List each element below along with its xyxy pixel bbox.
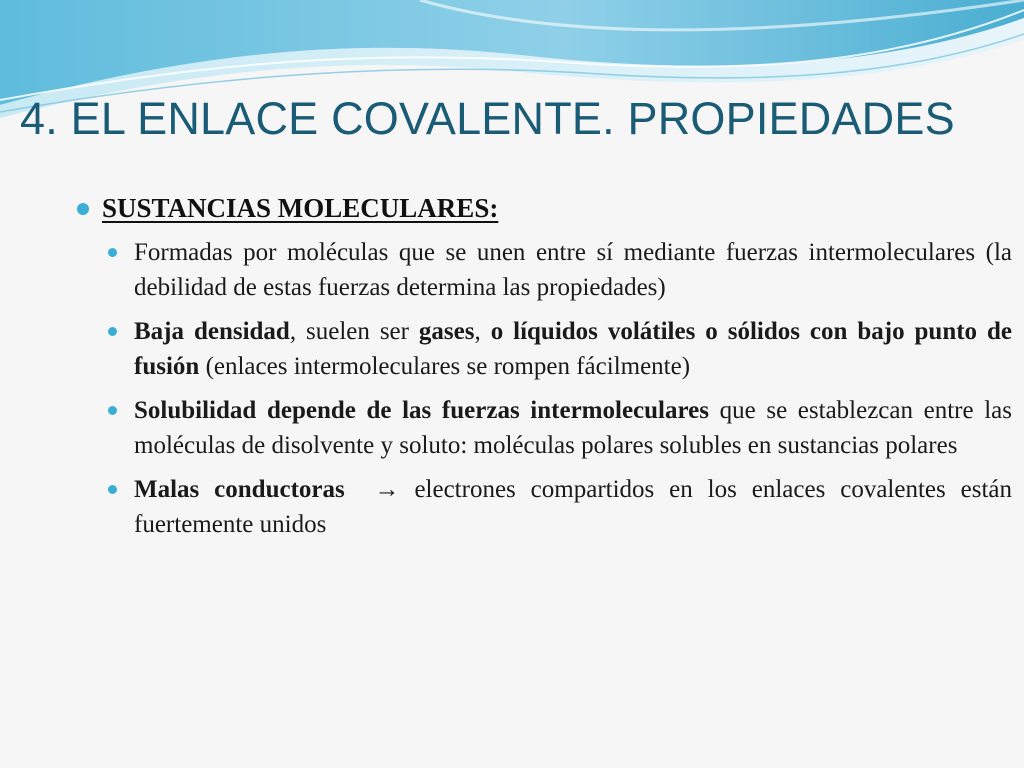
bullet-text: , suelen ser bbox=[289, 318, 419, 345]
slide-title: 4. EL ENLACE COVALENTE. PROPIEDADES bbox=[20, 93, 955, 144]
bullet-bold-text: Malas conductoras bbox=[134, 476, 345, 503]
bullet-bold-text: gases bbox=[418, 318, 475, 345]
bullet-text: (enlaces intermoleculares se rompen fácilmente) bbox=[199, 353, 691, 380]
slide-content bbox=[72, 190, 1012, 542]
bullet-dot-icon bbox=[77, 203, 89, 215]
arrow-right-icon: → bbox=[374, 476, 400, 503]
bullet-bold-text: Baja densidad bbox=[134, 318, 290, 345]
bullet-text: , bbox=[474, 318, 491, 345]
bullet-text: electrones compartidos en los enlaces covalentes están fuertemente unidos bbox=[134, 476, 1012, 538]
section-heading-item bbox=[72, 190, 1012, 226]
bullet-item-solubilidad bbox=[102, 393, 1012, 463]
bullet-dot-icon bbox=[108, 485, 117, 494]
bullet-dot-icon bbox=[108, 327, 117, 336]
bullet-dot-icon bbox=[108, 406, 117, 415]
bullet-item-baja-densidad bbox=[102, 314, 1012, 384]
bullet-bold-text: Solubilidad depende de las fuerzas intermoleculares bbox=[134, 397, 709, 424]
bullet-bold-text: o líquidos volátiles o sólidos con bajo punto de fusión bbox=[134, 318, 1012, 380]
bullet-text: Formadas por moléculas que se unen entre sí mediante fuerzas intermoleculares (la debilidad de estas fuerzas determina las propiedades) bbox=[134, 239, 1012, 301]
section-heading: SUSTANCIAS MOLECULARES: bbox=[102, 193, 499, 223]
bullet-text: que se establezcan entre las moléculas de disolvente y soluto: moléculas polares solubles en sustancias polares bbox=[134, 397, 1013, 459]
bullet-item-malas-conductoras bbox=[102, 472, 1012, 542]
bullet-dot-icon bbox=[108, 248, 117, 257]
bullet-item-formadas bbox=[102, 235, 1012, 305]
